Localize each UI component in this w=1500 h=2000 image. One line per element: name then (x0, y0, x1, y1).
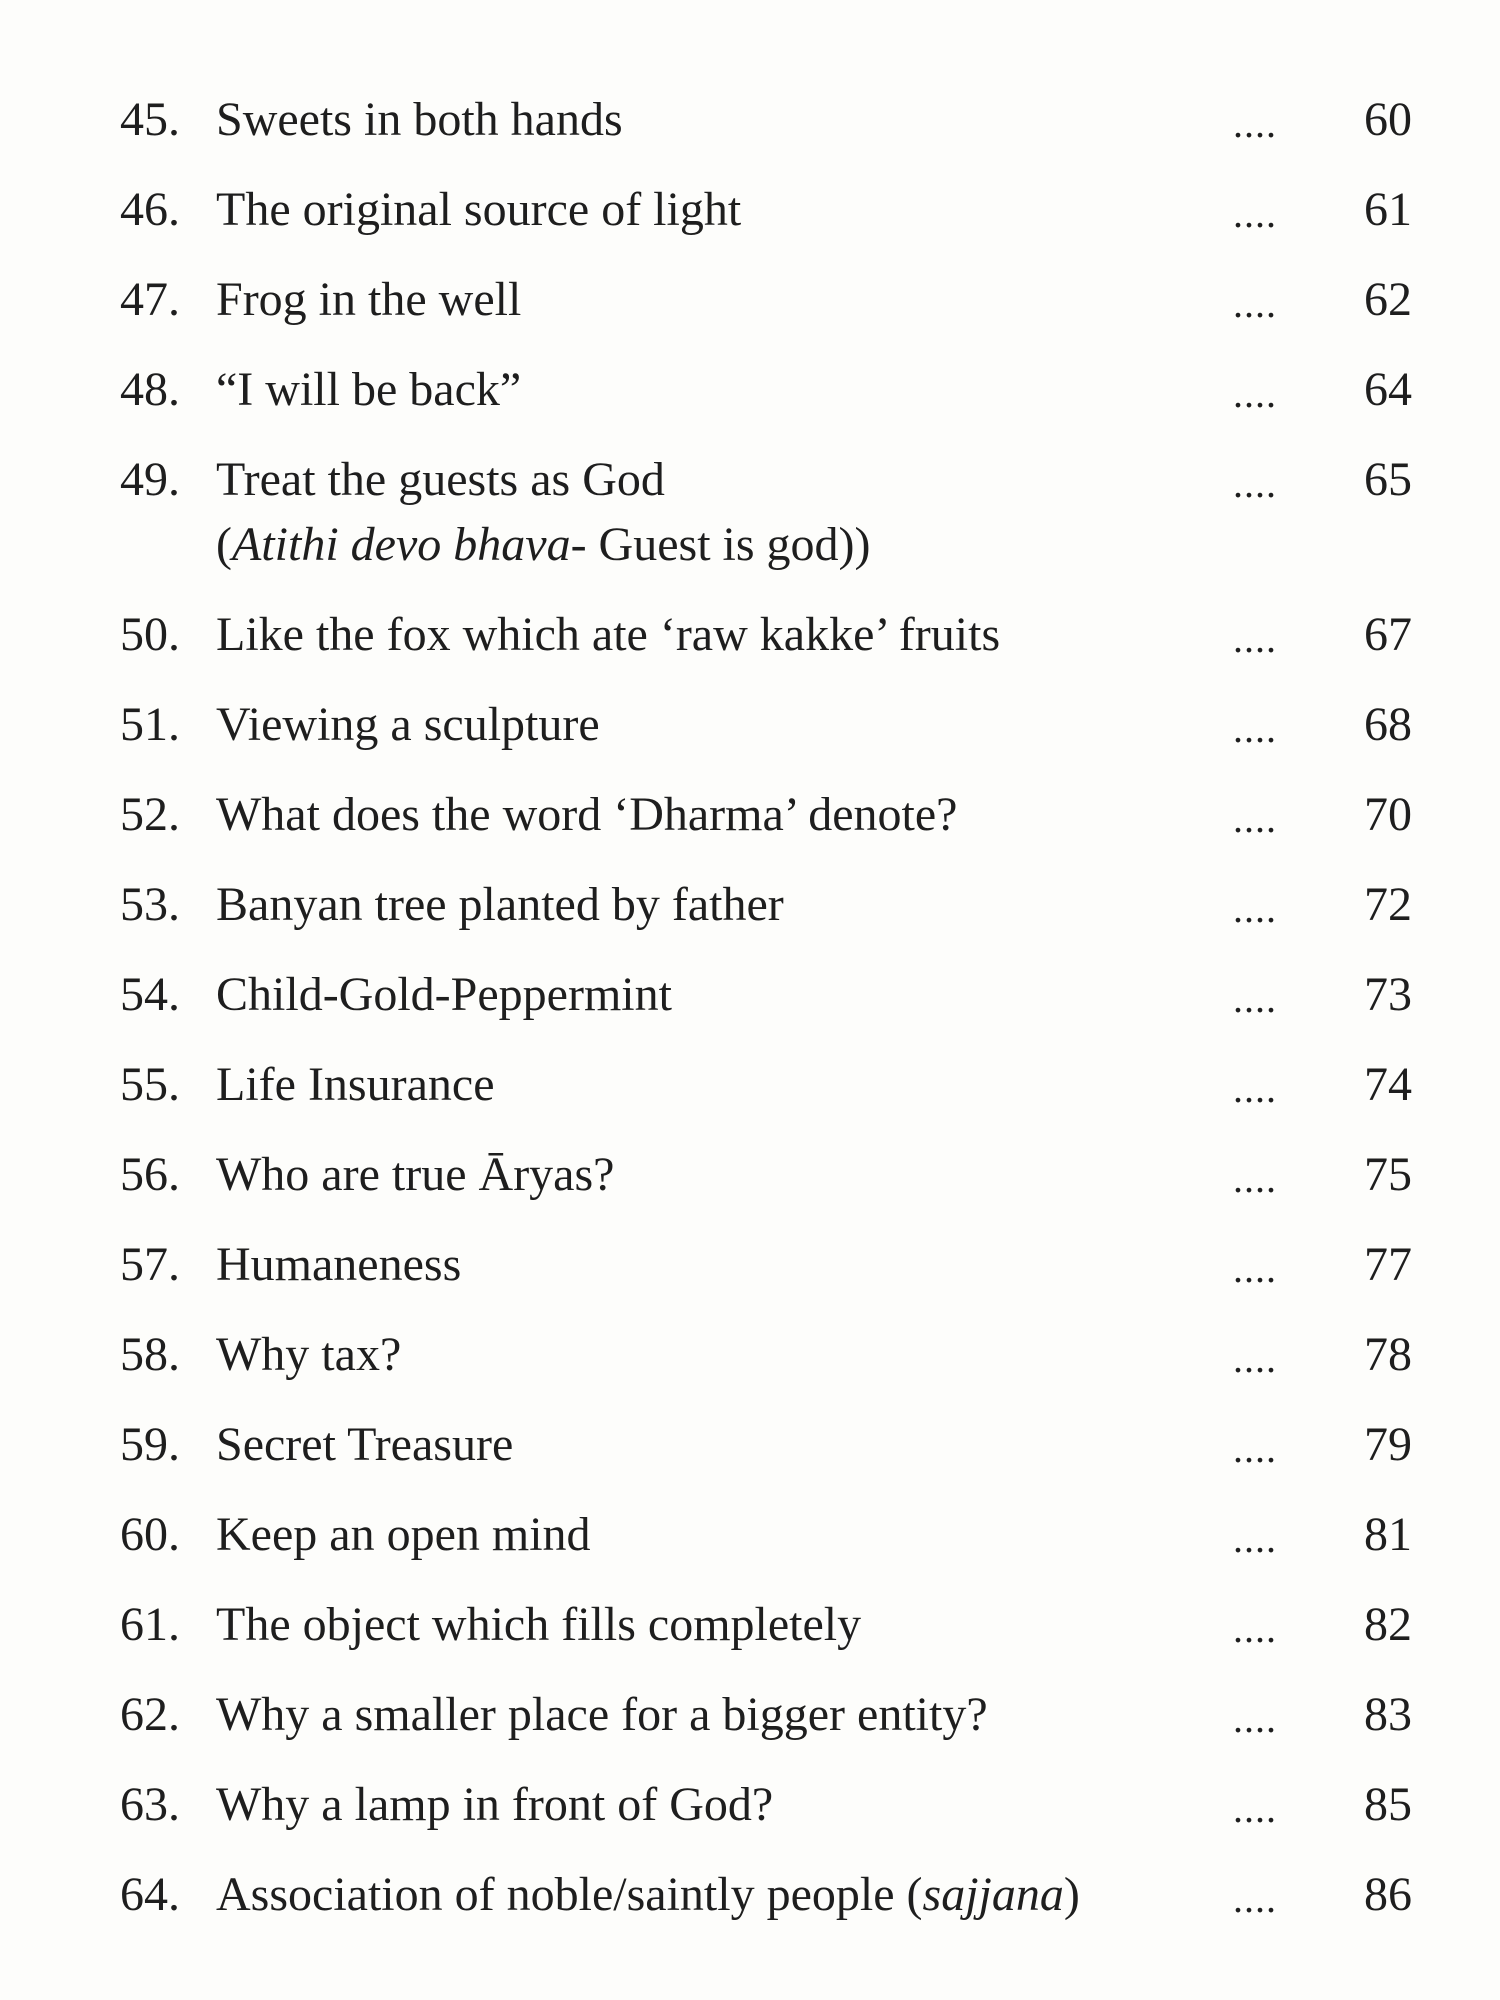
entry-title: Humaneness (216, 1238, 462, 1291)
entry-title: Who are true Āryas? (216, 1148, 615, 1201)
dot-leader: .... (1233, 371, 1277, 416)
entry-number: 52. (120, 788, 180, 841)
page-number: 78 (1364, 1328, 1412, 1381)
entry-number: 60. (120, 1508, 180, 1561)
entry-number: 46. (120, 183, 180, 236)
entry-number: 63. (120, 1778, 180, 1831)
dot-leader: .... (1233, 1516, 1277, 1561)
dot-leader: .... (1233, 886, 1277, 931)
page-number: 70 (1364, 788, 1412, 841)
entry-title: The original source of light (216, 183, 742, 236)
dot-leader: .... (1233, 1606, 1277, 1651)
entry-title: Treat the guests as God (216, 453, 665, 506)
entry-title: Why a lamp in front of God? (216, 1778, 774, 1831)
page-number: 67 (1364, 608, 1412, 661)
entry-number: 57. (120, 1238, 180, 1291)
dot-leader: .... (1233, 281, 1277, 326)
dot-leader: .... (1233, 191, 1277, 236)
entry-title: Child-Gold-Peppermint (216, 968, 672, 1021)
page-number: 68 (1364, 698, 1412, 751)
page-number: 77 (1364, 1238, 1412, 1291)
page-number: 86 (1364, 1868, 1412, 1921)
entry-subtitle (216, 515, 1216, 580)
page-number: 79 (1364, 1418, 1412, 1471)
dot-leader: .... (1233, 616, 1277, 661)
entry-title: Secret Treasure (216, 1418, 514, 1471)
title-suffix: ) (1063, 1868, 1080, 1921)
page-number: 82 (1364, 1598, 1412, 1651)
entry-number: 53. (120, 878, 180, 931)
entry-title: Life Insurance (216, 1058, 495, 1111)
page-number: 75 (1364, 1148, 1412, 1201)
entry-number: 45. (120, 93, 180, 146)
entry-number: 62. (120, 1688, 180, 1741)
entry-number: 48. (120, 363, 180, 416)
entry-title: Like the fox which ate ‘raw kakke’ fruits (216, 608, 1001, 661)
entry-number: 61. (120, 1598, 180, 1651)
entry-title: Keep an open mind (216, 1508, 591, 1561)
entry-number: 58. (120, 1328, 180, 1381)
entry-title: Viewing a sculpture (216, 698, 600, 751)
page-number: 62 (1364, 273, 1412, 326)
entry-number: 64. (120, 1868, 180, 1921)
dot-leader: .... (1233, 1786, 1277, 1831)
dot-leader: .... (1233, 1426, 1277, 1471)
dot-leader: .... (1233, 101, 1277, 146)
title-prefix: Association of noble/saintly people ( (216, 1868, 923, 1921)
entry-number: 51. (120, 698, 180, 751)
page-number: 61 (1364, 183, 1412, 236)
entry-number: 50. (120, 608, 180, 661)
entry-title: Why a smaller place for a bigger entity? (216, 1688, 988, 1741)
entry-number: 55. (120, 1058, 180, 1111)
dot-leader: .... (1233, 1156, 1277, 1201)
page-number: 65 (1364, 453, 1412, 506)
dot-leader: .... (1233, 706, 1277, 751)
dot-leader: .... (1233, 796, 1277, 841)
dot-leader: .... (1233, 976, 1277, 1021)
dot-leader: .... (1233, 1066, 1277, 1111)
dot-leader: .... (1233, 1246, 1277, 1291)
dot-leader: .... (1233, 461, 1277, 506)
entry-title: Banyan tree planted by father (216, 878, 784, 931)
entry-number: 59. (120, 1418, 180, 1471)
page-number: 83 (1364, 1688, 1412, 1741)
page-number: 73 (1364, 968, 1412, 1021)
page-number: 74 (1364, 1058, 1412, 1111)
dot-leader: .... (1233, 1876, 1277, 1921)
page-number: 72 (1364, 878, 1412, 931)
entry-title: Frog in the well (216, 273, 522, 326)
dot-leader: .... (1233, 1336, 1277, 1381)
page-number: 81 (1364, 1508, 1412, 1561)
title-italic: sajjana (922, 1868, 1064, 1921)
subtitle-rest: - Guest is god)) (570, 518, 871, 571)
entry-title: Sweets in both hands (216, 93, 623, 146)
entry-title-block (216, 450, 1216, 580)
entry-number: 47. (120, 273, 180, 326)
subtitle-open-paren: ( (216, 518, 232, 571)
entry-title: What does the word ‘Dharma’ denote? (216, 788, 958, 841)
page-number: 85 (1364, 1778, 1412, 1831)
subtitle-italic: Atithi devo bhava (231, 518, 571, 571)
entry-number: 54. (120, 968, 180, 1021)
page-number: 60 (1364, 93, 1412, 146)
dot-leader: .... (1233, 1696, 1277, 1741)
entry-title (216, 1865, 1216, 1925)
entry-title: The object which fills completely (216, 1598, 862, 1651)
entry-title: Why tax? (216, 1328, 402, 1381)
entry-title: “I will be back” (216, 363, 522, 416)
page-number: 64 (1364, 363, 1412, 416)
entry-number: 49. (120, 453, 180, 506)
entry-number: 56. (120, 1148, 180, 1201)
